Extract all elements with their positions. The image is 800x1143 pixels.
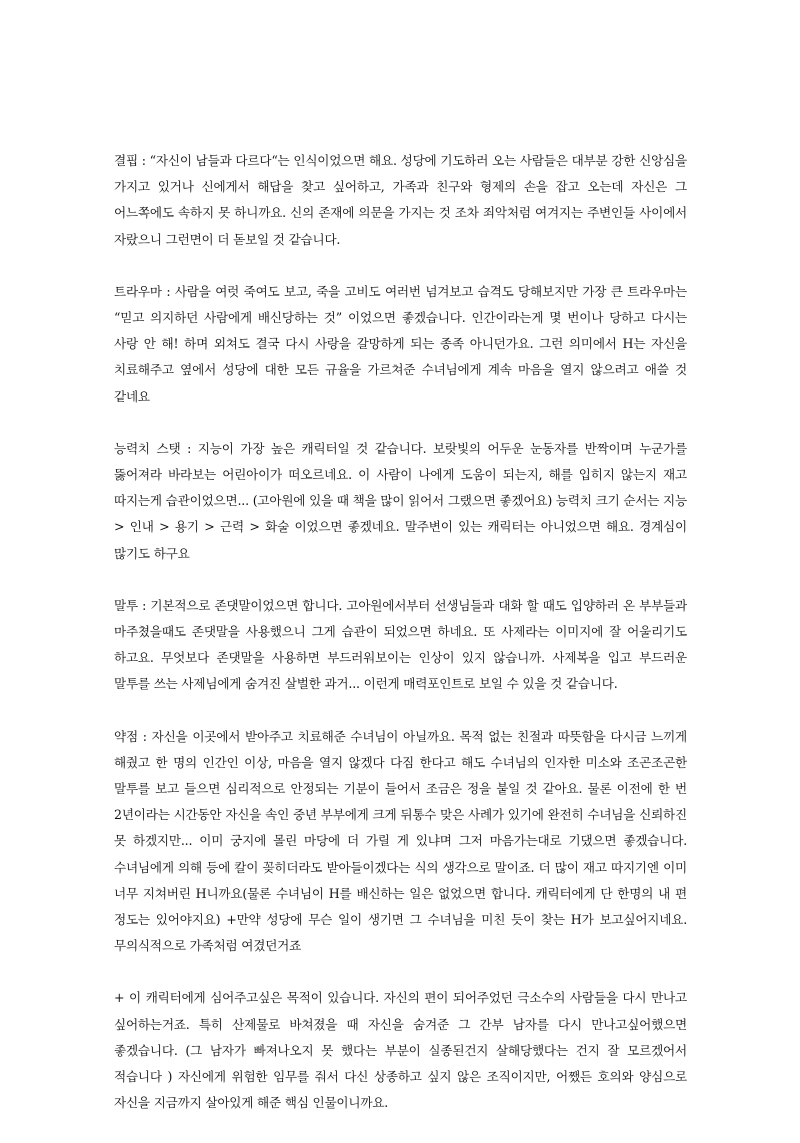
- paragraph-deficiency: 결핍 : “자신이 남들과 다르다“는 인식이었으면 해요. 성당에 기도하러 오는 사람들은 대부분 강한 신앙심을 가지고 있거나 신에게서 해답을 찾고 싶어하고, 가족과 친구와 형제의 손을 잡고 오는데 자신은 그 어느쪽에도 속하지 못 하니까요. 신의 존재에 의문을 가지는 것 조차 죄악처럼 여겨지는 주변인들 사이에서 자랐으니 그런면이 더 돋보일 것 같습니다.: [114, 153, 687, 247]
- paragraph-weakness: 약점 : 자신을 이곳에서 받아주고 치료해준 수녀님이 아닐까요. 목적 없는 친절과 따뜻함을 다시금 느끼게 해줬고 한 명의 인간인 이상, 마음을 열지 않겠다 다짐 한다고 해도 수녀님의 인자한 미소와 조곤조곤한 말투를 보고 들으면 심리적으로 안정되는 기분이 들어서 조금은 정을 붙일 것 같아요. 물론 이전에 한 번 2년이라는 시간동안 자신을 속인 중년 부부에게 크게 뒤통수 맞은 사례가 있기에 완전히 수녀님을 신뢰하진 못 하겠지만... 이미 궁지에 몰린 마당에 더 가릴 게 있냐며 그저 마음가는대로 기댔으면 좋겠습니다. 수녀님에게 의해 등에 칼이 꽂히더라도 받아들이겠다는 식의 생각으로 말이죠. 더 많이 재고 따지기엔 이미 너무 지쳐버린 H니까요(물론 수녀님이 H를 배신하는 일은 없었으면 합니다. 캐릭터에게 단 한명의 내 편 정도는 있어야지요) +만약 성당에 무슨 일이 생기면 그 수녀님을 미친 듯이 찾는 H가 보고싶어지네요. 무의식적으로 가족처럼 여겼던거죠: [114, 728, 687, 954]
- paragraph-ability-stats: 능력치 스탯 : 지능이 가장 높은 캐릭터일 것 같습니다. 보랏빛의 어두운 눈동자를 반짝이며 누군가를 뚫어져라 바라보는 어린아이가 떠오르네요. 이 사람이 나에게 도움이 되는지, 해를 입히지 않는지 재고 따지는게 습관이었으면... (고아원에 있을 때 책을 많이 읽어서 그랬으면 좋겠어요) 능력치 크기 순서는 지능 > 인내 > 용기 > 근력 > 화술 이었으면 좋겠네요. 말주변이 있는 캐릭터는 아니었으면 해요. 경계심이 많기도 하구요: [114, 440, 687, 561]
- paragraph-trauma: 트라우마 : 사람을 여럿 죽여도 보고, 죽을 고비도 여러번 넘겨보고 습격도 당해보지만 가장 큰 트라우마는 “믿고 의지하던 사람에게 배신당하는 것” 이었으면 좋겠습니다. 인간이라는게 몇 번이나 당하고 다시는 사랑 안 해! 하며 외쳐도 결국 다시 사랑을 갈망하게 되는 종족 아니던가요. 그런 의미에서 H는 자신을 치료해주고 옆에서 성당에 대한 모든 규율을 가르쳐준 수녀님에게 계속 마음을 열지 않으려고 애쓸 것 같네요: [114, 283, 687, 404]
- paragraph-speech-style: 말투 : 기본적으로 존댓말이었으면 합니다. 고아원에서부터 선생님들과 대화 할 때도 입양하러 온 부부들과 마주쳤을때도 존댓말을 사용했으니 그게 습관이 되었으면 하네요. 또 사제라는 이미지에 잘 어울리기도 하고요. 무엇보다 존댓말을 사용하면 부드러워보이는 인상이 있지 않습니까. 사제복을 입고 부드러운 말투를 쓰는 사제님에게 숨겨진 살벌한 과거... 이런게 매력포인트로 보일 수 있을 것 같습니다.: [114, 597, 687, 692]
- paragraph-purpose: + 이 캐릭터에게 심어주고싶은 목적이 있습니다. 자신의 편이 되어주었던 극소수의 사람들을 다시 만나고 싶어하는거죠. 특히 산제물로 바쳐졌을 때 자신을 숨겨준 그 간부 남자를 다시 만나고싶어했으면 좋겠습니다. (그 남자가 빠져나오지 못 했다는 부분이 실종된건지 살해당했다는 건지 잘 모르겠어서 적습니다 ) 자신에게 위험한 임무를 줘서 다신 상종하고 싶지 않은 조직이지만, 어쨌든 호의와 양심으로 자신을 지금까지 살아있게 해준 핵심 인물이니까요.: [114, 990, 687, 1111]
- document-body: [114, 148, 687, 1143]
